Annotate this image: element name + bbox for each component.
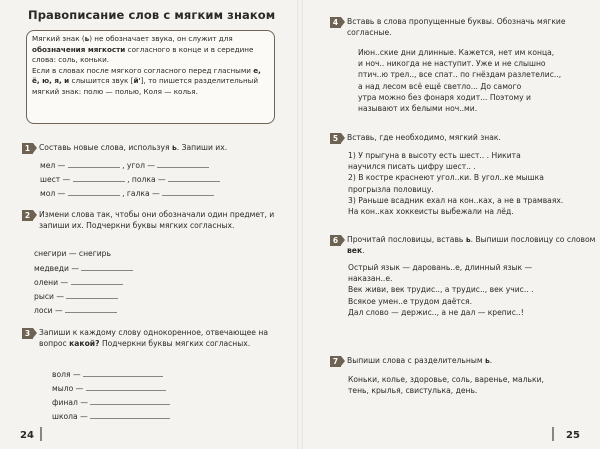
word: мел — [40, 161, 66, 170]
word: , угол — [122, 161, 155, 170]
word: олени — [34, 278, 69, 287]
word: медведи — [34, 264, 79, 273]
rule-text: ], то пишется разделительный мягкий знак: полю — полью, [32, 76, 259, 96]
page-title: Правописание слов с мягким знаком [28, 8, 276, 22]
task-2-word[interactable] [34, 305, 117, 315]
text-line: наказан..е. [348, 274, 393, 284]
task-4-body [358, 47, 588, 114]
answer-line[interactable] [168, 174, 220, 182]
task-number: 7 [330, 356, 341, 367]
text-line: Июн..ские дни длинные. Кажется, нет им конца, [358, 48, 555, 57]
answer-line[interactable] [162, 188, 214, 196]
task-text-part: . Выпиши пословицу со словом [470, 235, 596, 244]
text-line: называют их белыми ноч..ми. [358, 104, 478, 114]
page-number-bar [40, 427, 42, 441]
rule-text: , [75, 55, 81, 65]
task-3-word[interactable] [52, 411, 170, 421]
word: лоси — [34, 306, 63, 315]
page-number-bar [552, 427, 554, 441]
task-1-row[interactable] [40, 160, 209, 170]
task-text-part: Запиши к каждому слову однокоренное, отвечающее на вопрос [39, 328, 268, 349]
task-5-body [348, 150, 593, 217]
task-text-keyword: век [347, 246, 363, 256]
word: школа — [52, 412, 88, 421]
task-text-letter: ь [465, 235, 471, 244]
task-3-word[interactable] [52, 383, 166, 393]
rule-text: . [106, 55, 110, 65]
word: , полка — [127, 175, 166, 184]
rule-text: Мягкий знак ( [32, 34, 85, 43]
right-page [304, 0, 600, 449]
rule-paragraph-1 [32, 34, 269, 66]
rule-text: согласного в конце и в середине слова: [32, 44, 254, 65]
word: финал — [52, 398, 88, 407]
task-1-row[interactable] [40, 188, 214, 198]
answer-line[interactable] [83, 369, 163, 377]
text-line: прогрызла половицу. [348, 184, 434, 194]
word: рыси — [34, 292, 64, 301]
task-text-part: Прочитай пословицы, вставь [347, 235, 466, 244]
text-line: 1) У прыгуна в высоту есть шест.. . Никита [348, 151, 521, 160]
text-line: утра можно без фонаря ходит... Поэтому и [358, 92, 531, 102]
word: , галка — [122, 189, 160, 198]
rule-example: соль [58, 55, 76, 65]
task-text-letter: ь [484, 356, 490, 365]
task-text-part: . Запиши их. [176, 143, 228, 152]
task-text-part: . [362, 246, 365, 256]
answer-line[interactable] [66, 291, 118, 299]
task-text-part: Выпиши слова с разделительным [347, 356, 485, 365]
task-7-body [348, 374, 593, 396]
rule-box [26, 30, 275, 124]
text-line: Коньки, колье, здоровье, соль, варенье, мальки, [348, 375, 544, 384]
task-text [39, 142, 297, 153]
task-text-part: Составь новые слова, используя [39, 143, 172, 152]
word: мыло — [52, 384, 84, 393]
rule-example: коньки [80, 55, 107, 65]
task-number: 3 [22, 328, 33, 339]
text-line: научился писать цифру шест.. . [348, 162, 476, 172]
text-line: 3) Раньше всадник ехал на кон..ках, а не в трамваях. [348, 195, 564, 205]
rule-letter: ь [84, 34, 90, 43]
word: воля — [52, 370, 81, 379]
task-text: Измени слова так, чтобы они обозначали один предмет, и запиши их. Подчеркни буквы мягких согласных. [39, 210, 275, 231]
task-6-body [348, 262, 593, 318]
answer-line[interactable] [157, 160, 209, 168]
task-3-word[interactable] [52, 369, 163, 379]
rule-text: Коля — колья. [143, 86, 198, 96]
task-2-word[interactable] [34, 263, 133, 273]
page-number: 24 [20, 430, 34, 441]
answer-line[interactable] [90, 411, 170, 419]
task-2-word[interactable] [34, 291, 118, 301]
task-text [347, 234, 600, 256]
page-number: 25 [566, 430, 580, 441]
text-line: Век живи, век трудис.., а трудис.., век учис.. . [348, 285, 534, 295]
answer-line[interactable] [73, 174, 125, 182]
task-number: 6 [330, 235, 341, 246]
answer-line[interactable] [81, 263, 133, 271]
answer-line[interactable] [90, 397, 170, 405]
left-page [0, 0, 296, 449]
text-line: Всякое умен..е трудом даётся. [348, 296, 472, 306]
text-line: На кон..ках хоккеисты выбежали на лёд. [348, 207, 514, 217]
answer-line[interactable] [68, 160, 120, 168]
task-2-word[interactable] [34, 249, 111, 258]
task-number: 1 [22, 143, 33, 154]
rule-vowels: е, ё, ю, я, и [32, 65, 261, 86]
answer-line[interactable] [86, 383, 166, 391]
task-text [347, 355, 600, 366]
task-text: Вставь, где необходимо, мягкий знак. [347, 133, 501, 142]
task-number: 4 [330, 17, 341, 28]
answer-line[interactable] [65, 305, 117, 313]
rule-text: слышится звук [ [69, 76, 134, 86]
task-1-row[interactable] [40, 174, 220, 184]
task-number: 2 [22, 210, 33, 221]
answer-line[interactable] [71, 277, 123, 285]
text-line: птич..ю трел.., все спат.. по гнёздам разлетелис.., [358, 70, 562, 80]
task-text: Вставь в слова пропущенные буквы. Обозначь мягкие согласные. [347, 17, 566, 38]
rule-sound: й' [133, 76, 141, 86]
rule-text: ) не обозначает звука, он служит для [89, 34, 233, 43]
task-text-letter: ь [171, 143, 177, 152]
task-text-part: . [489, 356, 493, 365]
text-line: 2) В костре краснеют угол..ки. В угол..ке мышка [348, 173, 544, 183]
word: мол — [40, 189, 66, 198]
page-gutter [297, 0, 303, 449]
text-line: а над лесом всё ещё светло... До самого [358, 81, 522, 91]
rule-text: Если в словах после мягкого согласного перед гласными [32, 65, 254, 75]
task-text [39, 327, 297, 349]
text-line: и ноч.. никогда не наступит. Уже и не слышно [358, 59, 546, 69]
word: снегири — снегирь [34, 249, 111, 258]
answer-line[interactable] [68, 188, 120, 196]
word: шест — [40, 175, 71, 184]
task-number: 5 [330, 133, 341, 144]
task-3-word[interactable] [52, 397, 170, 407]
task-text-question: какой? [69, 339, 100, 349]
rule-paragraph-2 [32, 66, 269, 98]
text-line: Дал слово — держис.., а не дал — крепис..! [348, 307, 524, 317]
task-text-part: Подчеркни буквы мягких согласных. [99, 339, 251, 349]
text-line: тень, крылья, свистулька, день. [348, 386, 478, 396]
text-line: Острый язык — даровань..е, длинный язык — [348, 263, 533, 272]
task-2-word[interactable] [34, 277, 123, 287]
rule-emphasis: обозначения мягкости [32, 44, 126, 54]
